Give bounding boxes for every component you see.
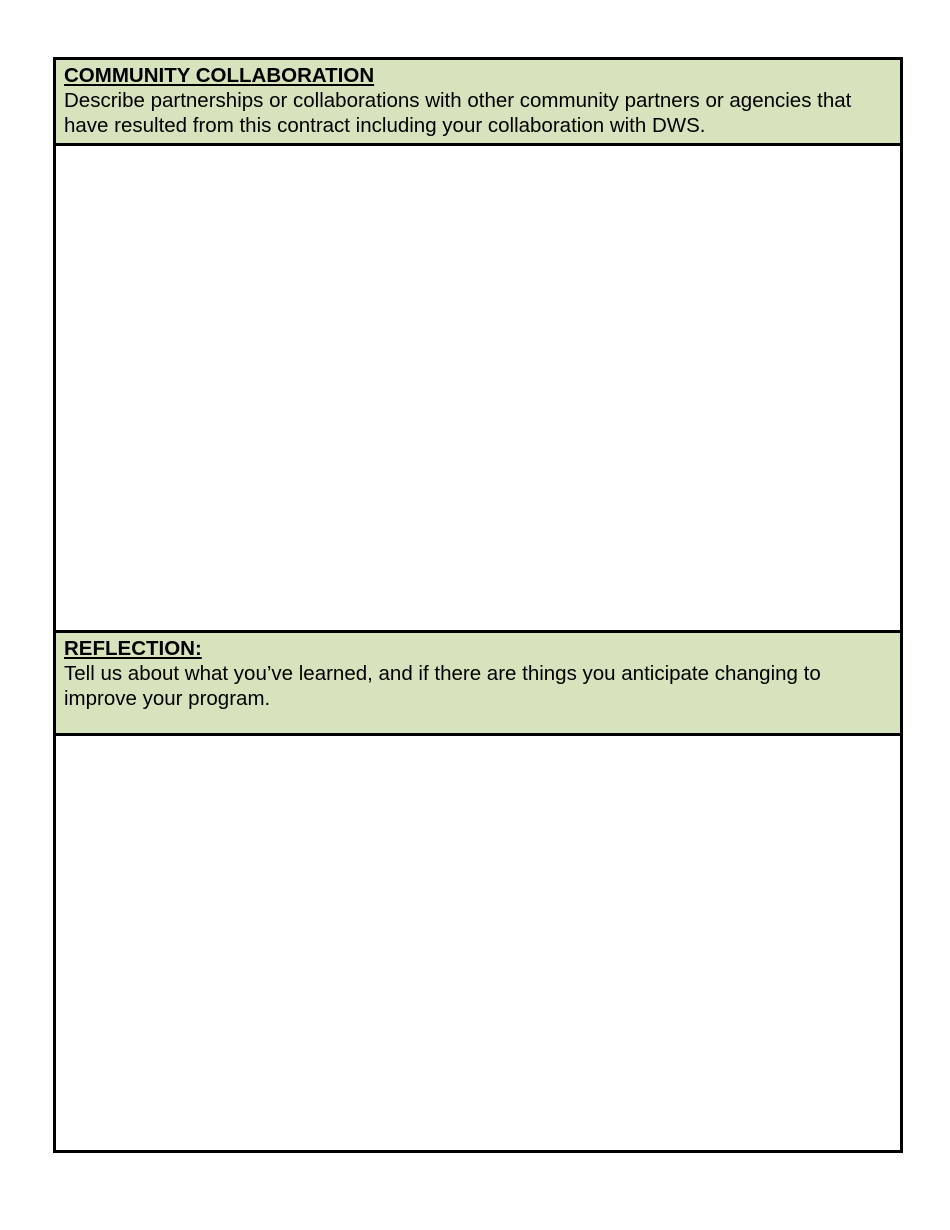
community-collaboration-title: COMMUNITY COLLABORATION — [64, 64, 375, 87]
community-collaboration-prompt: Describe partnerships or collaborations with other community partners or agencies that have resulted from this contract including your collaboration with DWS. — [64, 89, 852, 137]
community-collaboration-header — [56, 60, 900, 146]
community-collaboration-response-area[interactable] — [56, 146, 900, 633]
reflection-response-area[interactable] — [56, 736, 900, 1150]
report-form-table — [53, 57, 903, 1153]
reflection-prompt: Tell us about what you’ve learned, and if there are things you anticipate changing to improve your program. — [64, 662, 821, 710]
reflection-title: REFLECTION: — [64, 637, 202, 660]
reflection-header — [56, 633, 900, 736]
